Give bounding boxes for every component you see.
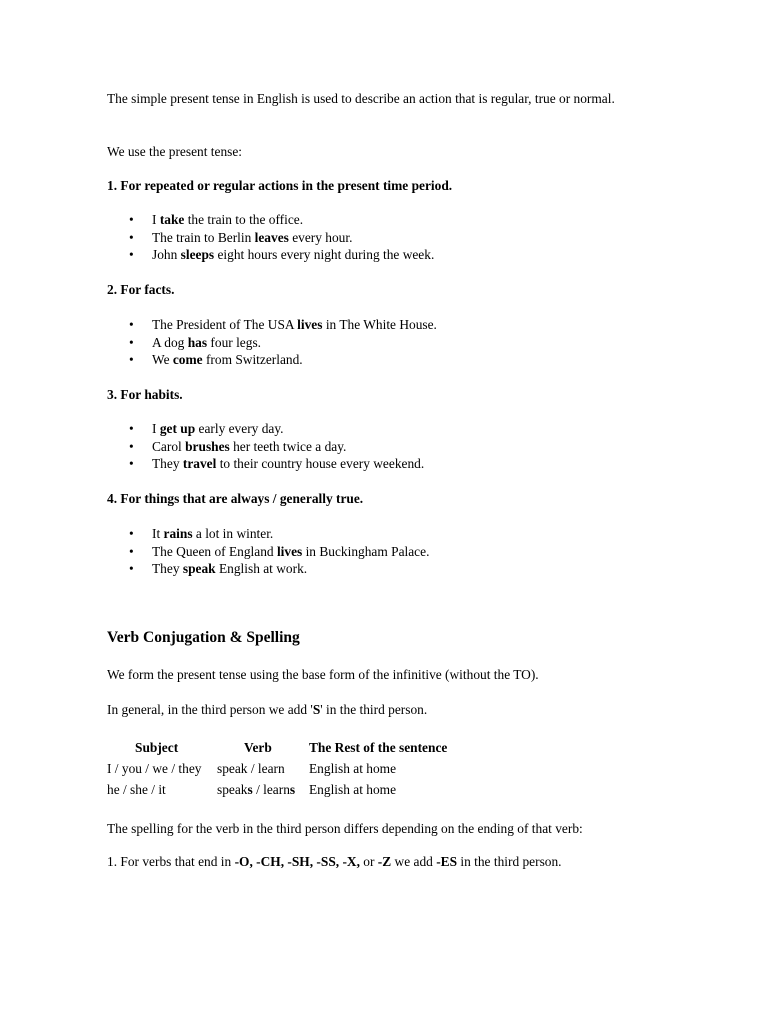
section-3-heading: 3. For habits. bbox=[107, 387, 183, 402]
list-item: • I get up early every day. bbox=[107, 420, 424, 438]
section-2-heading: 2. For facts. bbox=[107, 282, 175, 297]
list-item: • They travel to their country house every weekend. bbox=[107, 455, 424, 473]
table-cell-verb: speak / learn bbox=[217, 761, 285, 776]
table-header-rest: The Rest of the sentence bbox=[309, 740, 448, 755]
section-4-list bbox=[107, 525, 429, 578]
table-cell-verb: speaks / learns bbox=[217, 782, 296, 797]
list-item: • A dog has four legs. bbox=[107, 334, 437, 352]
table-cell-rest: English at home bbox=[309, 782, 397, 797]
conjugation-heading: Verb Conjugation & Spelling bbox=[107, 629, 300, 646]
table-cell-rest: English at home bbox=[309, 761, 397, 776]
table-cell-subject: I / you / we / they bbox=[107, 761, 202, 776]
intro-paragraph: The simple present tense in English is used to describe an action that is regular, true or normal. bbox=[107, 91, 615, 106]
list-item: • John sleeps eight hours every night during the week. bbox=[107, 246, 434, 264]
list-item: • They speak English at work. bbox=[107, 560, 429, 578]
list-item: • We come from Switzerland. bbox=[107, 351, 437, 369]
table-header-subject: Subject bbox=[135, 740, 179, 755]
conjugation-paragraph-2: In general, in the third person we add 'S' in the third person. bbox=[107, 702, 428, 717]
list-item: • The train to Berlin leaves every hour. bbox=[107, 229, 434, 247]
section-1-heading: 1. For repeated or regular actions in the present time period. bbox=[107, 178, 453, 193]
section-3-list bbox=[107, 420, 424, 473]
spelling-rule-1: 1. For verbs that end in -O, -CH, -SH, -SS, -X, or -Z we add -ES in the third person. bbox=[107, 854, 562, 869]
list-item: • It rains a lot in winter. bbox=[107, 525, 429, 543]
list-item: • Carol brushes her teeth twice a day. bbox=[107, 438, 424, 456]
list-item: • The President of The USA lives in The White House. bbox=[107, 316, 437, 334]
intro-lead-in: We use the present tense: bbox=[107, 144, 243, 159]
conjugation-paragraph-1: We form the present tense using the base form of the infinitive (without the TO). bbox=[107, 667, 539, 682]
section-1-list bbox=[107, 211, 434, 264]
table-header-verb: Verb bbox=[244, 740, 272, 755]
table-cell-subject: he / she / it bbox=[107, 782, 166, 797]
spelling-paragraph: The spelling for the verb in the third person differs depending on the ending of that verb: bbox=[107, 821, 583, 836]
section-4-heading: 4. For things that are always / generally true. bbox=[107, 491, 364, 506]
section-2-list bbox=[107, 316, 437, 369]
list-item: • The Queen of England lives in Buckingham Palace. bbox=[107, 543, 429, 561]
list-item: • I take the train to the office. bbox=[107, 211, 434, 229]
